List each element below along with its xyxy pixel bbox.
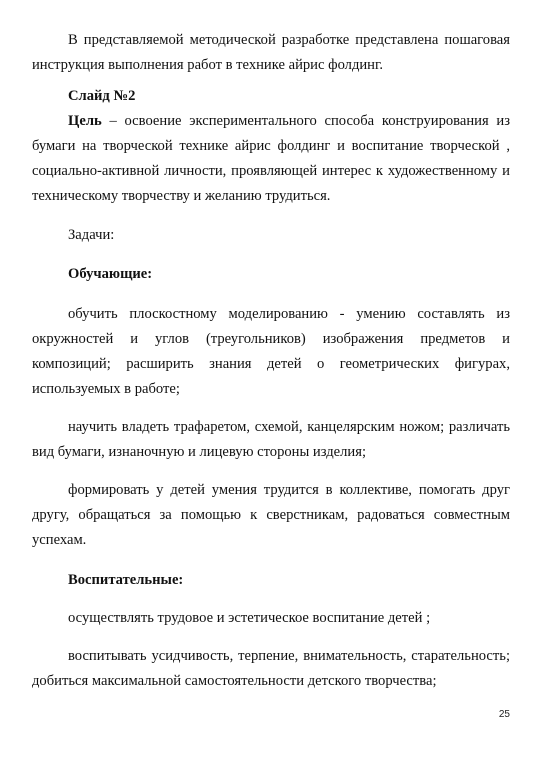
upbringing-item: осуществлять трудовое и эстетическое воспитание детей ; <box>68 610 431 626</box>
upbringing-heading: Воспитательные: <box>68 572 184 588</box>
upbringing-item: воспитывать усидчивость, терпение, внимательность, старательность; добиться максимальной самостоятельности детского творчества; <box>32 648 510 689</box>
page-number: 25 <box>498 709 510 720</box>
teaching-item: обучить плоскостному моделированию - умению составлять из окружностей и углов (треугольников) изображения предметов и композиций; расширить знания детей о геометрических фигурах, используемых в работе; <box>32 306 510 397</box>
intro-paragraph: В представляемой методической разработке представлена пошаговая инструкция выполнения работ в технике айрис фолдинг. <box>32 32 510 73</box>
teaching-heading: Обучающие: <box>68 266 153 282</box>
slide-heading: Слайд №2 <box>68 88 136 104</box>
goal-label: Цель <box>68 113 102 129</box>
goal-paragraph <box>32 109 510 209</box>
document-body <box>32 28 510 694</box>
teaching-item: научить владеть трафаретом, схемой, канцелярским ножом; различать вид бумаги, изнаночную и лицевую стороны изделия; <box>32 419 510 460</box>
tasks-heading: Задачи: <box>68 227 115 243</box>
goal-text: – освоение экспериментального способа конструирования из бумаги на творческой технике айрис фолдинг и воспитание творческой , социально-активной личности, проявляющей интерес к художественному и техническому творчеству и желанию трудиться. <box>32 113 510 204</box>
teaching-item: формировать у детей умения трудится в коллективе, помогать друг другу, обращаться за помощью к сверстникам, радоваться совместным успехам. <box>32 482 510 548</box>
